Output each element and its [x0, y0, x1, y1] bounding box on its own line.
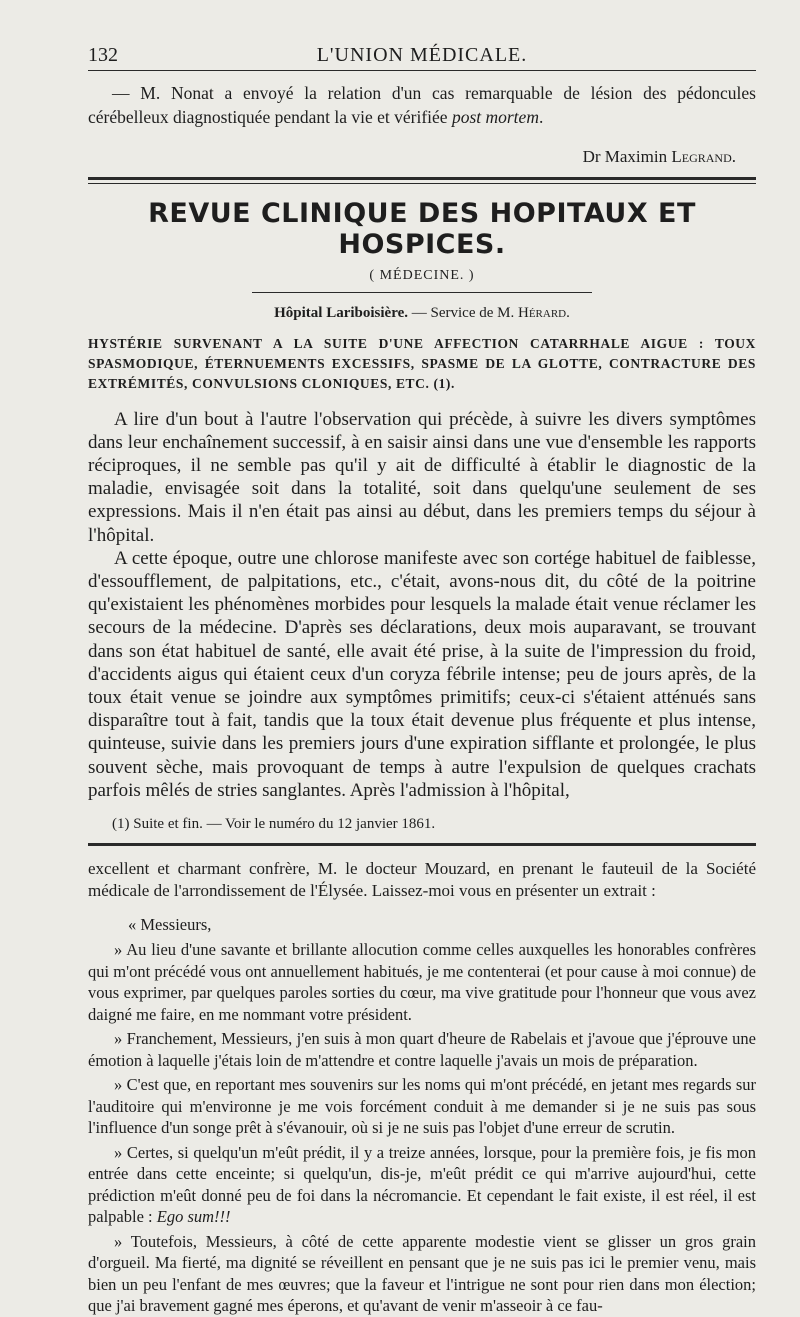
speech-paragraph-5: » Toutefois, Messieurs, à côté de cette apparente modestie vient se glisser un gros grain d'orgueil. Ma fierté, ma dignité se réveillent en pensant que je ne suis pas ici le premier venu, mais bien un peu l'enfant de mes œuvres; que la faveur et l'intrigue ne sont pour rien dans mon élection; que j'ai bravement gagné mes éperons, et qu'avant de venir m'asseoir à ce fau- [88, 1231, 756, 1316]
article-paragraph-2: A cette époque, outre une chlorose manifeste avec son cortége habituel de faiblesse, d'essoufflement, de palpitations, etc., c'était, avons-nous dit, du côté de la poitrine qu'existaient les phénomènes morbides pour lesquels la malade était venue réclamer les secours de la médecine. D'après ses déclarations, deux mois auparavant, se trouvant dans son état habituel de santé, elle avait été prise, à la suite de l'impression du froid, d'accidents aigus qui étaient ceux d'un coryza fébrile intense; peu de jours après, de la toux était venue se joindre aux symptômes primitifs; ceux-ci s'étaient atténués sans disparaître tout à fait, tandis que la toux était devenue plus fréquente et plus intense, quinteuse, suivie dans les premiers jours d'une expiration sifflante et prolongée, le plus souvent sèche, mais provoquant de temps à autre l'expulsion de quelques crachats parfois mêlés de stries sanglantes. Après l'admission à l'hôpital, [88, 547, 756, 801]
speech-paragraph-4-emphasis: Ego sum!!! [156, 1207, 231, 1227]
top-note-signature [88, 147, 756, 167]
speech-paragraph-3: » C'est que, en reportant mes souvenirs sur les noms qui m'ont précédé, en jetant mes regards sur l'auditoire qui m'environne je me vois forcément conduit à me demander si je ne suis pas sous l'influence d'un songe prêt à s'évanouir, où si je ne suis pas l'objet d'une erreur de scrutin. [88, 1075, 756, 1138]
lower-article [88, 858, 756, 902]
speech-paragraph-4 [88, 1142, 756, 1228]
top-note [88, 81, 756, 129]
case-title: HYSTÉRIE SURVENANT A LA SUITE D'UNE AFFECTION CATARRHALE AIGUE : TOUX SPASMODIQUE, ÉTERNUEMENTS EXCESSIFS, SPASME DE LA GLOTTE, CONTRACTURE DES EXTRÉMITÉS, CONVULSIONS CLONIQUES, ETC. (1). [88, 335, 756, 391]
speech-paragraph-4-text: » Certes, si quelqu'un m'eût prédit, il y a treize années, lorsque, pour la première fois, je fis mon entrée dans cette enceinte; si quelqu'un, dis-je, m'eût prédit ce qui m'arrive aujourd'hui, cette prédiction m'eût donné peu de foi dans la nécromancie. Et cependant le fait existe, il est réel, il est palpable : [88, 1142, 756, 1227]
signature-prefix: Dr Maximin [582, 146, 672, 166]
signature-name: Legrand. [671, 146, 736, 166]
section-subtitle: ( MÉDECINE. ) [369, 267, 475, 283]
header-rule [88, 70, 756, 71]
hospital-name: Hôpital Lariboisière. [274, 304, 409, 321]
thick-rule [88, 843, 756, 846]
top-note-end: . [538, 107, 544, 127]
double-rule [88, 177, 756, 184]
footnote: (1) Suite et fin. — Voir le numéro du 12 janvier 1861. [112, 815, 436, 832]
section-title: REVUE CLINIQUE DES HOPITAUX ET HOSPICES. [148, 197, 696, 260]
page-number: 132 [88, 44, 118, 66]
service-name: Hérard. [518, 304, 570, 321]
top-note-emphasis: post mortem [451, 107, 539, 127]
speech-salutation: « Messieurs, [128, 914, 212, 934]
main-article [88, 408, 756, 802]
lower-separator [88, 843, 756, 846]
service-prefix: — Service de M. [411, 304, 518, 321]
lower-intro: excellent et charmant confrère, M. le docteur Mouzard, en prenant le fauteuil de la Société médicale de l'arrondissement de l'Élysée. Laissez-moi vous en présenter un extrait : [88, 858, 756, 900]
speech-paragraph-2: » Franchement, Messieurs, j'en suis à mon quart d'heure de Rabelais et j'avoue que j'éprouve une émotion à laquelle j'étais loin de m'attendre et contre laquelle j'avais un mois de préparation. [88, 1029, 756, 1070]
speech-paragraph-1: » Au lieu d'une savante et brillante allocution comme celles auxquelles les honorables confrères qui m'ont précédé vous ont annuellement habitués, je me contenterai (et pour cause à moi connue) de vous exprimer, par quelques paroles sorties du cœur, ma vive gratitude pour l'honneur que vous avez daigné me faire, en me nommant votre président. [88, 940, 756, 1024]
hospital-line [88, 305, 756, 322]
article-paragraph-1: A lire d'un bout à l'autre l'observation qui précède, à suivre les divers symptômes dans leur enchaînement successif, à en saisir ainsi dans une vue d'ensemble les rapports réciproques, il ne semble pas qu'il y ait de difficulté à établir le diagnostic de la maladie, envisagée soit dans la totalité, soit dans quelqu'une seulement de ses expressions. Mais il n'en était pas ainsi au début, dans les premiers temps du séjour à l'hôpital. [88, 408, 756, 546]
page-header [88, 0, 756, 70]
journal-title: L'UNION MÉDICALE. [316, 44, 528, 66]
short-rule [252, 292, 592, 293]
section-separator [88, 177, 756, 184]
top-note-text: — M. Nonat a envoyé la relation d'un cas remarquable de lésion des pédoncules cérébelleux diagnostiquée pendant la vie et vérifiée [88, 83, 756, 127]
speech-extract [88, 914, 756, 1317]
